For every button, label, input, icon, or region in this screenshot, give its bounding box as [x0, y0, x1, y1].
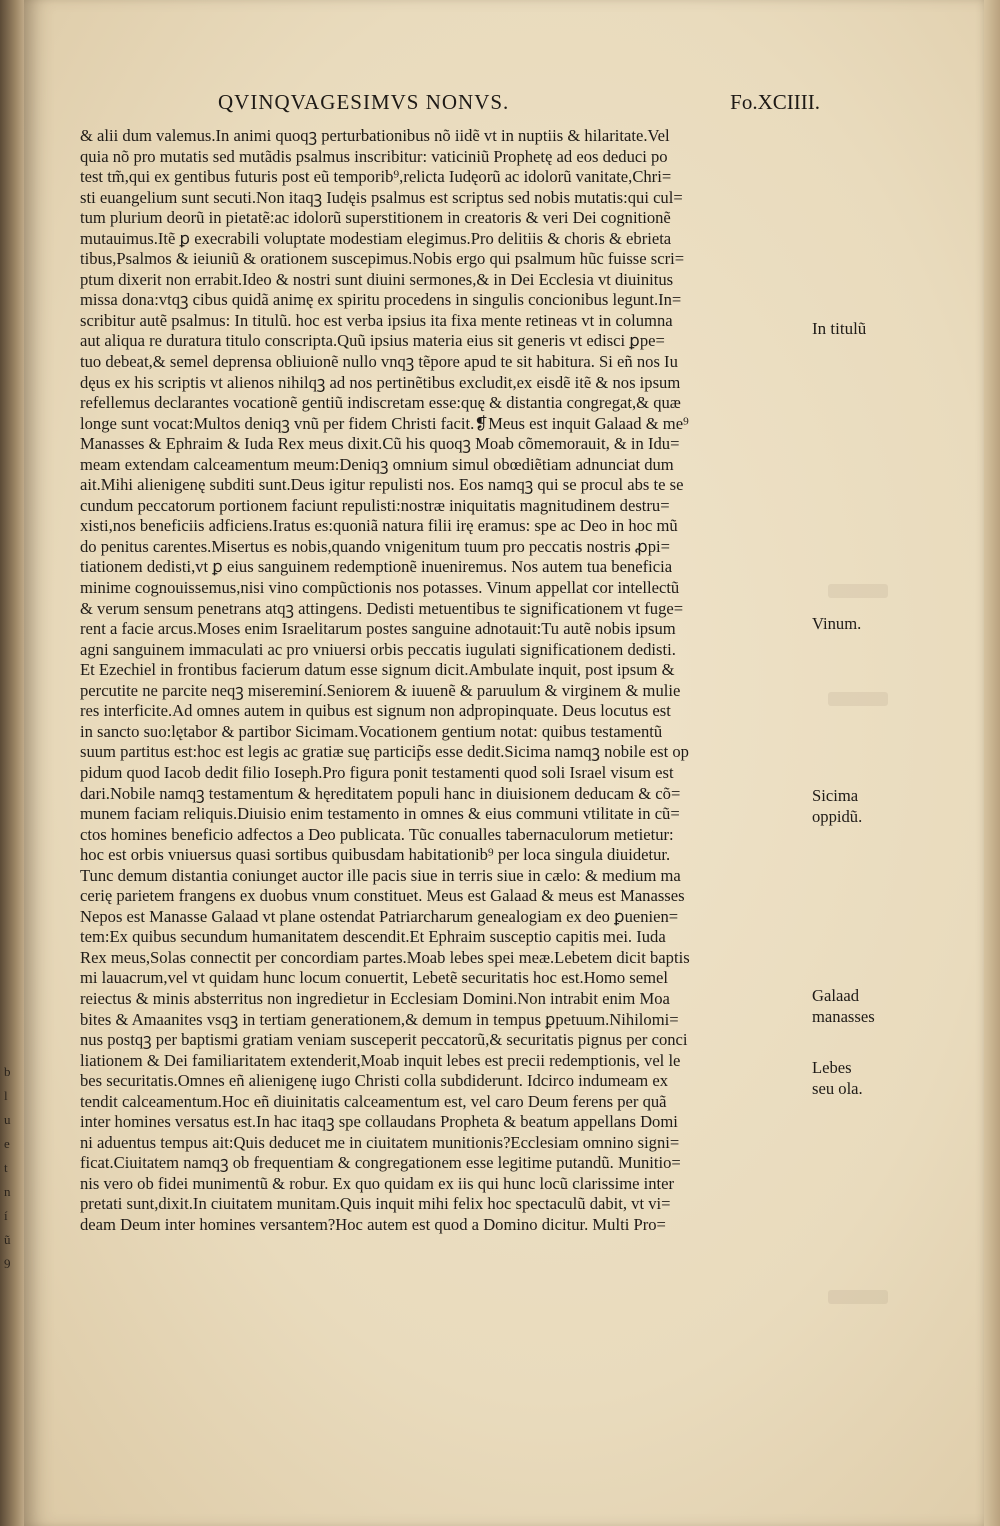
text-line: tibus,Psalmos & ieiuniũ & orationem suscepimus.Nobis ergo qui psalmum hũc fuisse scri= — [80, 249, 685, 269]
margin-note-galaad: Galaad — [812, 986, 859, 1005]
text-line: rent a facie arcus.Moses enim Israelitarum postes sanguine adnotauit:Tu autẽ nobis ipsum — [80, 619, 676, 639]
book-binding — [0, 0, 26, 1526]
margin-note-oppidu: oppidũ. — [812, 807, 863, 826]
text-line: scribitur autẽ psalmus: In titulũ. hoc est verba ipsius ita fixa mente retineas vt in columna — [80, 310, 673, 330]
text-line: minime cognouissemus,nisi vino compũctionis nos potasses. Vinum appellat cor intellectũ — [80, 578, 680, 598]
text-line: nis vero ob fidei munimentũ & robur. Ex quo quidam ex iis qui hunc locũ clarissime inter — [80, 1173, 675, 1193]
text-line: & alii dum valemus.In animi quoqꝫ perturbationibus nõ iidẽ vt in nuptiis & hilaritate.Vel — [80, 126, 670, 145]
text-line: cundum peccatorum portionem faciunt repulisti:nostræ iniquitatis magnitudinem destru= — [80, 495, 670, 515]
text-line: liationem & Dei familiaritatem extenderit,Moab inquit lebes est precii redemptionis, vel le — [80, 1050, 681, 1070]
main-text-block — [80, 126, 820, 1236]
text-line: aut aliqua re duratura titulo conscripta.Quũ ipsius materia eius sit generis vt edisci ꝑpe= — [80, 331, 665, 351]
text-line: res interficite.Ad omnes autem in quibus est signum non adpropinquate. Deus locutus est — [80, 701, 671, 721]
running-title: QVINQVAGESIMVS NONVS. — [218, 90, 510, 114]
text-line: hoc est orbis vniuersus quasi sortibus quibusdam habitationib⁹ per loca singula diuidetur. — [80, 845, 671, 865]
text-line: Manasses & Ephraim & Iuda Rex meus dixit.Cũ his quoqꝫ Moab cõmemorauit, & in Idu= — [80, 434, 680, 454]
show-through-mark — [828, 584, 888, 598]
margin-note-seu-ola: seu ola. — [812, 1079, 863, 1098]
text-line: ficat.Ciuitatem namqꝫ ob frequentiam & congregationem esse legitime putandũ. Munitio= — [80, 1153, 681, 1173]
text-line: suum partitus est:hoc est legis ac gratiæ suę particip̃s esse dedit.Sicima namqꝫ nobile est op — [80, 742, 689, 762]
text-line: mi lauacrum,vel vt quidam hunc locum conuertit, Lebetẽ securitatis hoc est.Homo semel — [80, 968, 668, 988]
page-header — [80, 90, 820, 126]
text-line: deam Deum inter homines versantem?Hoc autem est quod a Domino dicitur. Multi Pro= — [80, 1214, 666, 1234]
text-line: longe sunt vocat:Multos deniqꝫ vnũ per fidem Christi facit.❡Meus est inquit Galaad & me⁹ — [80, 413, 689, 433]
text-line: ctos homines beneficio adfectos a Deo publicata. Tũc conualles tabernaculorum metietur: — [80, 824, 674, 844]
text-line: do penitus carentes.Misertus es nobis,quando vnigenitum tuum pro peccatis nostris ꝓpi= — [80, 536, 670, 556]
text-line: dęus ex his scriptis vt alienos nihilqꝫ ad nos pertinẽtibus excludit,ex eisdẽ itẽ & nos ipsum — [80, 372, 681, 392]
text-line: mutauimus.Itẽ ꝑ execrabili voluptate modestiam elegimus.Pro delitiis & choris & ebrieta — [80, 228, 672, 248]
text-line: bites & Amaanites vsqꝫ in tertiam generationem,& demum in tempus ꝑpetuum.Nihilomi= — [80, 1009, 679, 1029]
margin-note-lebes: Lebes — [812, 1058, 852, 1077]
text-line: ni aduentus tempus ait:Quis deducet me in ciuitatem munitionis?Ecclesiam omnino signi= — [80, 1132, 680, 1152]
text-line: missa dona:vtqꝫ cibus quidã animę ex spiritu procedens in singulis concionibus legunt.In= — [80, 290, 682, 310]
text-line: test tm̃,qui ex gentibus futuris post eũ temporib⁹,relicta Iudęorũ ac idolorũ vanitate,Chri= — [80, 167, 672, 187]
text-line: Et Ezechiel in frontibus facierum datum esse signum dicit.Ambulate inquit, post ipsum & — [80, 660, 675, 680]
text-line: cerię parietem frangens ex duobus vnum constituet. Meus est Galaad & meus est Manasses — [80, 886, 685, 906]
margin-note-sicima: Sicima — [812, 786, 859, 805]
text-line: Rex meus,Solas connectit per concordiam partes.Moab lebes spei meæ.Lebetem dicit baptis — [80, 947, 690, 967]
text-line: tendit calceamentum.Hoc eñ diuinitatis calceamentum est, vel caro Deum ferens per quã — [80, 1091, 667, 1111]
text-line: agni sanguinem immaculati ac pro vniuersi orbis peccatis iugulati significationem dedisti. — [80, 639, 676, 659]
text-line: Nepos est Manasse Galaad vt plane ostendat Patriarcharum genealogiam ex deo ꝑuenien= — [80, 906, 679, 926]
text-line: pretati sunt,dixit.In ciuitatem munitam.Quis inquit mihi felix hoc spectaculũ dabit, vt vi= — [80, 1194, 671, 1214]
text-line: Tunc demum distantia coniunget auctor ille pacis siue in terris siue in cælo: & medium ma — [80, 865, 681, 885]
text-line: bes securitatis.Omnes eñ alienigenę iugo Christi colla subdiderunt. Idcirco indumeam ex — [80, 1071, 669, 1091]
text-line: refellemus declarantes vocationẽ gentiũ indiscretam esse:quę & distantia congregat,& quæ — [80, 393, 681, 413]
text-line: meam extendam calceamentum meum:Deniqꝫ omnium simul obœdiẽtiam adnunciat dum — [80, 454, 674, 474]
text-line: tum plurium deorũ in pietatẽ:ac idolorũ superstitionem in creatoris & veri Dei cognitionẽ — [80, 208, 671, 228]
text-line: in sancto suo:lętabor & partibor Sicimam.Vocationem gentium notat: quibus testamentũ — [80, 721, 663, 741]
show-through-mark — [828, 1290, 888, 1304]
page-edge — [984, 0, 1000, 1526]
show-through-mark — [828, 692, 888, 706]
text-line: inter homines versatus est.In hac itaqꝫ spe collaudans Propheta & beatum appellans Domi — [80, 1112, 678, 1132]
text-line: ait.Mihi alienigenę subditi sunt.Deus igitur repulisti nos. Eos namqꝫ qui se procul abs te se — [80, 475, 684, 495]
text-line: tem:Ex quibus secundum humanitatem descendit.Et Ephraim susceptio capitis mei. Iuda — [80, 927, 666, 947]
margin-note-in-titulu: In titulũ — [812, 319, 867, 338]
text-line: xisti,nos beneficiis adficiens.Iratus es:quoniã natura filii irę eramus: spe ac Deo in hoc mũ — [80, 516, 678, 536]
text-line: quia nõ pro mutatis sed mutãdis psalmus inscribitur: vaticiniũ Prophetę ad eos deduci po — [80, 146, 668, 166]
margin-note-manasses: manasses — [812, 1007, 875, 1026]
text-line: munem faciam reliquis.Diuisio enim testamento in omnes & eius communi vtilitate in cũ= — [80, 804, 680, 824]
text-line: tuo debeat,& semel deprensa obliuionẽ nullo vnqꝫ tẽpore apud te sit habitura. Si eñ nos Iu — [80, 352, 678, 372]
margin-note-vinum: Vinum. — [812, 614, 862, 633]
text-line: sti euangelium sunt secuti.Non itaqꝫ Iudęis psalmus est scriptus sed nobis mutatis:qui cul= — [80, 187, 683, 207]
text-line: nus postqꝫ per baptismi gratiam veniam susceperit peccatorũ,& securitatis pignus per conci — [80, 1030, 688, 1050]
text-line: tiationem dedisti,vt ꝑ eius sanguinem redemptionẽ inueniremus. Nos autem tua beneficia — [80, 557, 673, 577]
text-line: reiectus & minis absterritus non ingredietur in Ecclesiam Domini.Non intrabit enim Moa — [80, 988, 670, 1008]
text-line: percutite ne parcite neqꝫ misereminí.Seniorem & iuuenẽ & paruulum & virginem & mulie — [80, 680, 681, 700]
text-line: ptum dixerit non errabit.Ideo & nostri sunt diuini sermones,& in Dei Ecclesia vt diuinitus — [80, 269, 674, 289]
text-line: & verum sensum penetrans atqꝫ attingens. Dedisti metuentibus te significationem vt fuge= — [80, 598, 684, 618]
gutter-bleed-letters: b l u e t n í ũ 9 — [4, 1064, 11, 1271]
text-line: pidum quod Iacob dedit filio Ioseph.Pro figura ponit testamenti quod soli Israel visum est — [80, 762, 674, 782]
text-line: dari.Nobile namqꝫ testamentum & hęreditatem populi hanc in diuisionem deducam & cõ= — [80, 783, 681, 803]
folio-number: Fo.XCIIII. — [730, 90, 820, 114]
